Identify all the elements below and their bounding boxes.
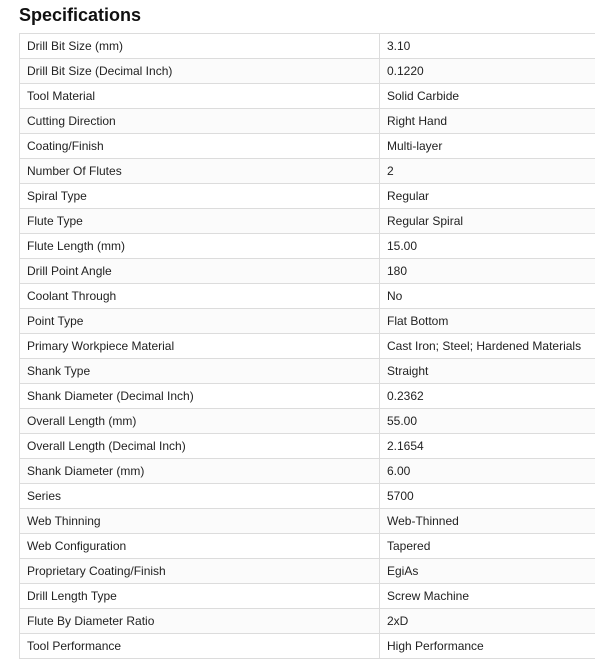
spec-value: 15.00 [380, 234, 595, 259]
spec-value: Screw Machine [380, 584, 595, 609]
spec-label: Drill Bit Size (mm) [20, 34, 380, 59]
table-row [20, 59, 595, 84]
spec-value: Regular [380, 184, 595, 209]
table-row [20, 384, 595, 409]
table-row [20, 334, 595, 359]
spec-value: Straight [380, 359, 595, 384]
table-row [20, 509, 595, 534]
spec-label: Overall Length (mm) [20, 409, 380, 434]
table-row [20, 34, 595, 59]
spec-label: Shank Diameter (Decimal Inch) [20, 384, 380, 409]
page-title: Specifications [19, 5, 142, 25]
spec-value: Cast Iron; Steel; Hardened Materials [380, 334, 595, 359]
spec-label: Series [20, 484, 380, 509]
spec-value: Multi-layer [380, 134, 595, 159]
spec-label: Drill Point Angle [20, 259, 380, 284]
table-row [20, 559, 595, 584]
table-row [20, 284, 595, 309]
table-row [20, 259, 595, 284]
table-row [20, 634, 595, 659]
table-row [20, 209, 595, 234]
table-row [20, 584, 595, 609]
spec-label: Primary Workpiece Material [20, 334, 380, 359]
spec-label: Proprietary Coating/Finish [20, 559, 380, 584]
spec-value: EgiAs [380, 559, 595, 584]
table-row [20, 134, 595, 159]
table-row [20, 409, 595, 434]
spec-label: Drill Bit Size (Decimal Inch) [20, 59, 380, 84]
table-row [20, 234, 595, 259]
spec-value: 3.10 [380, 34, 595, 59]
spec-value: 0.2362 [380, 384, 595, 409]
spec-value: Solid Carbide [380, 84, 595, 109]
table-row [20, 159, 595, 184]
spec-value: High Performance [380, 634, 595, 659]
table-row [20, 609, 595, 634]
spec-value: 2xD [380, 609, 595, 634]
spec-value: Flat Bottom [380, 309, 595, 334]
spec-value: Regular Spiral [380, 209, 595, 234]
spec-value: 55.00 [380, 409, 595, 434]
spec-label: Shank Type [20, 359, 380, 384]
spec-value: 2.1654 [380, 434, 595, 459]
table-row [20, 534, 595, 559]
spec-label: Tool Material [20, 84, 380, 109]
spec-label: Drill Length Type [20, 584, 380, 609]
specifications-table-body [20, 34, 595, 659]
spec-value: Tapered [380, 534, 595, 559]
spec-label: Coolant Through [20, 284, 380, 309]
table-row [20, 484, 595, 509]
spec-label: Tool Performance [20, 634, 380, 659]
table-row [20, 359, 595, 384]
spec-value: 2 [380, 159, 595, 184]
spec-label: Overall Length (Decimal Inch) [20, 434, 380, 459]
table-row [20, 459, 595, 484]
spec-value: 6.00 [380, 459, 595, 484]
spec-value: 5700 [380, 484, 595, 509]
table-row [20, 109, 595, 134]
spec-value: Right Hand [380, 109, 595, 134]
specifications-table [19, 33, 595, 659]
spec-label: Shank Diameter (mm) [20, 459, 380, 484]
spec-label: Flute Length (mm) [20, 234, 380, 259]
spec-label: Cutting Direction [20, 109, 380, 134]
spec-label: Coating/Finish [20, 134, 380, 159]
spec-label: Web Configuration [20, 534, 380, 559]
table-row [20, 184, 595, 209]
spec-label: Web Thinning [20, 509, 380, 534]
spec-label: Point Type [20, 309, 380, 334]
spec-value: Web-Thinned [380, 509, 595, 534]
spec-label: Spiral Type [20, 184, 380, 209]
spec-label: Flute By Diameter Ratio [20, 609, 380, 634]
table-row [20, 434, 595, 459]
table-row [20, 84, 595, 109]
spec-label: Number Of Flutes [20, 159, 380, 184]
spec-value: No [380, 284, 595, 309]
spec-value: 180 [380, 259, 595, 284]
spec-label: Flute Type [20, 209, 380, 234]
table-row [20, 309, 595, 334]
spec-value: 0.1220 [380, 59, 595, 84]
